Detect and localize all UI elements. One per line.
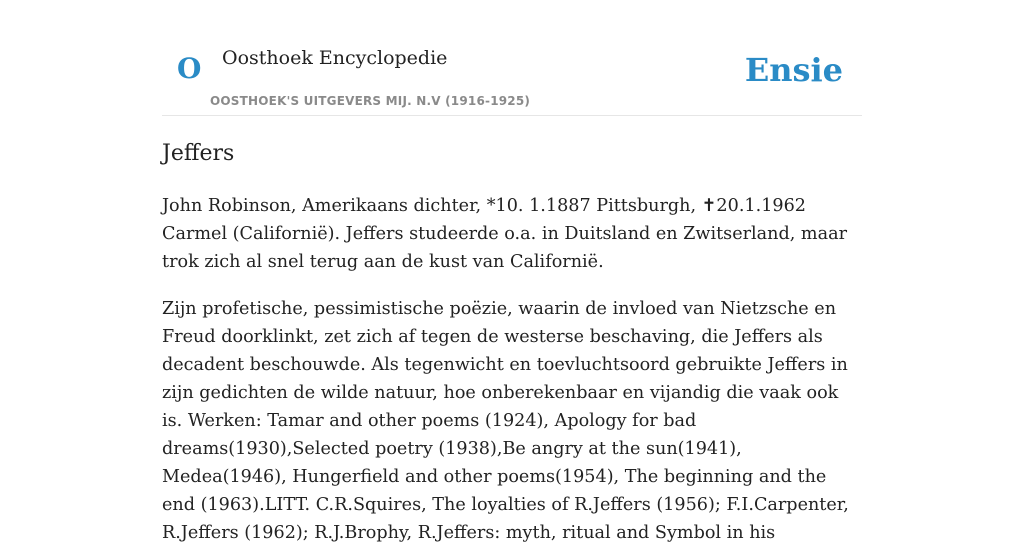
ensie-brand-link[interactable]: Ensie xyxy=(744,51,843,89)
page-container xyxy=(162,0,862,543)
entry-title: Jeffers xyxy=(162,141,235,166)
entry-paragraph-2: Zijn profetische, pessimistische poëzie, waarin de invloed van Nietzsche en Freud doorklinkt, zet zich af tegen de westerse beschaving, die Jeffers als decadent beschouwde. Als tegenwicht en toevluchtsoord gebruikte Jeffers in zijn gedichten de wilde natuur, hoe onberekenbaar en vijandig die vaak ook is. Werken: Tamar and other poems (1924), Apology for bad dreams(1930),Selected poetry (1938),Be angry at the sun(1941), Medea(1946), Hungerfield and other poems(1954), The beginning and the end (1963).LITT. C.R.Squires, The loyalties of R.Jeffers (1956); F.I.Carpenter, R.Jeffers (1962); R.J.Brophy, R.Jeffers: myth, ritual and Symbol in his xyxy=(162,299,849,543)
site-header xyxy=(162,0,862,116)
encyclopedia-logo[interactable]: O xyxy=(177,52,202,85)
entry-paragraph-1: John Robinson, Amerikaans dichter, *10. 1.1887 Pittsburgh, ✝20.1.1962 Carmel (Californië). Jeffers studeerde o.a. in Duitsland en Zwitserland, maar trok zich al snel terug aan de kust van Californië. xyxy=(162,196,847,272)
publisher-subtitle: OOSTHOEK'S UITGEVERS MIJ. N.V (1916-1925) xyxy=(210,94,531,108)
encyclopedia-title[interactable]: Oosthoek Encyclopedie xyxy=(222,47,448,69)
